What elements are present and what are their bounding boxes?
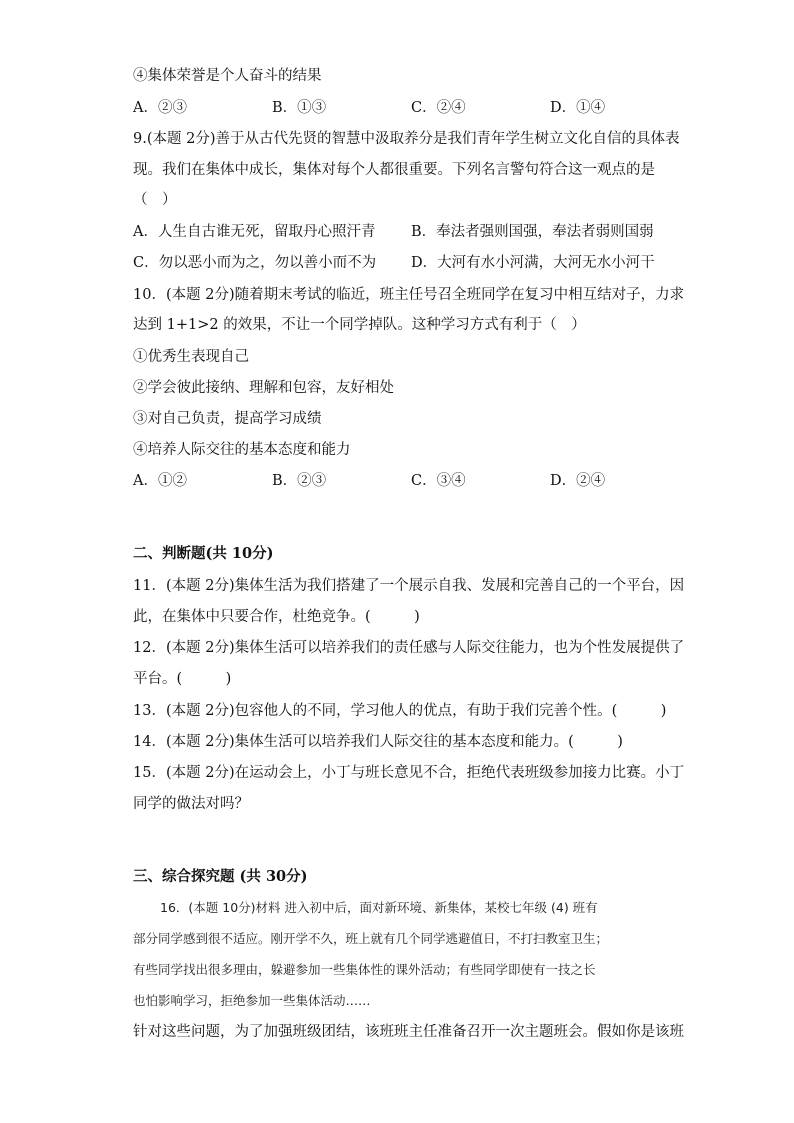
q8-option-c: C．②④ bbox=[411, 100, 466, 116]
q9-stem-line-1: 9.(本题 2分)善于从古代先贤的智慧中汲取养分是我们青年学生树立文化自信的具体表 bbox=[133, 131, 680, 147]
q11-line-1: 11．(本题 2分)集体生活为我们搭建了一个展示自我、发展和完善自己的一个平台，因 bbox=[133, 578, 685, 594]
q9-option-d: D．大河有水小河满，大河无水小河干 bbox=[411, 255, 655, 271]
q16-material-line-4: 也怕影响学习，拒绝参加一些集体活动…… bbox=[133, 993, 371, 1008]
q15-line-1: 15．(本题 2分)在运动会上，小丁与班长意见不合，拒绝代表班级参加接力比赛。小丁 bbox=[133, 765, 685, 781]
q13-line: 13．(本题 2分)包容他人的不同，学习他人的优点，有助于我们完善个性。( ) bbox=[133, 703, 667, 719]
section-3-title: 三、综合探究题 (共 30分) bbox=[133, 868, 308, 885]
q8-option-a: A．②③ bbox=[133, 100, 187, 116]
q9-stem-line-2: 现。我们在集体中成长，集体对每个人都很重要。下列名言警句符合这一观点的是 bbox=[133, 162, 655, 178]
q10-stem-line-1: 10．(本题 2分)随着期末考试的临近，班主任号召全班同学在复习中相互结对子，力求 bbox=[133, 287, 685, 303]
q9-option-a: A．人生自古谁无死，留取丹心照汗青 bbox=[133, 224, 376, 240]
q15-line-2: 同学的做法对吗？ bbox=[133, 796, 249, 812]
q8-option-b: B．①③ bbox=[272, 100, 327, 116]
q16-material-line-1: 16．(本题 10分)材料 进入初中后，面对新环境、新集体，某校七年级 (4) 班有 bbox=[160, 900, 598, 915]
q14-line: 14．(本题 2分)集体生活可以培养我们人际交往的基本态度和能力。( ) bbox=[133, 734, 623, 750]
q10-item-3: ③对自己负责，提高学习成绩 bbox=[133, 411, 322, 427]
q10-option-b: B．②③ bbox=[272, 473, 327, 489]
q16-prompt-line: 针对这些问题，为了加强班级团结，该班班主任准备召开一次主题班会。假如你是该班 bbox=[133, 1024, 684, 1040]
q10-option-c: C．③④ bbox=[411, 473, 466, 489]
q16-material-line-3: 有些同学找出很多理由，躲避参加一些集体性的课外活动；有些同学即使有一技之长 bbox=[133, 962, 596, 977]
q10-option-a: A．①② bbox=[133, 473, 187, 489]
q9-option-c: C．勿以恶小而为之，勿以善小而不为 bbox=[133, 255, 377, 271]
q11-line-2: 此，在集体中只要合作，杜绝竞争。( ) bbox=[133, 609, 420, 625]
q12-line-2: 平台。( ) bbox=[133, 671, 232, 687]
section-2-title: 二、判断题(共 10分) bbox=[133, 545, 274, 562]
q8-item-4: ④集体荣誉是个人奋斗的结果 bbox=[133, 68, 322, 84]
q10-item-1: ①优秀生表现自己 bbox=[133, 349, 249, 365]
q10-stem-line-2: 达到 1+1>2 的效果，不让一个同学掉队。这种学习方式有利于（ ） bbox=[133, 317, 586, 333]
q12-line-1: 12．(本题 2分)集体生活可以培养我们的责任感与人际交往能力，也为个性发展提供了 bbox=[133, 640, 685, 656]
q10-item-2: ②学会彼此接纳、理解和包容，友好相处 bbox=[133, 380, 394, 396]
q9-answer-paren: （ ） bbox=[133, 192, 177, 208]
q10-option-d: D．②④ bbox=[550, 473, 606, 489]
q9-option-b: B．奉法者强则国强，奉法者弱则国弱 bbox=[411, 224, 654, 240]
q16-material-line-2: 部分同学感到很不适应。刚开学不久，班上就有几个同学逃避值日，不打扫教室卫生； bbox=[133, 931, 609, 946]
q8-option-d: D．①④ bbox=[550, 100, 606, 116]
q10-item-4: ④培养人际交往的基本态度和能力 bbox=[133, 442, 351, 458]
